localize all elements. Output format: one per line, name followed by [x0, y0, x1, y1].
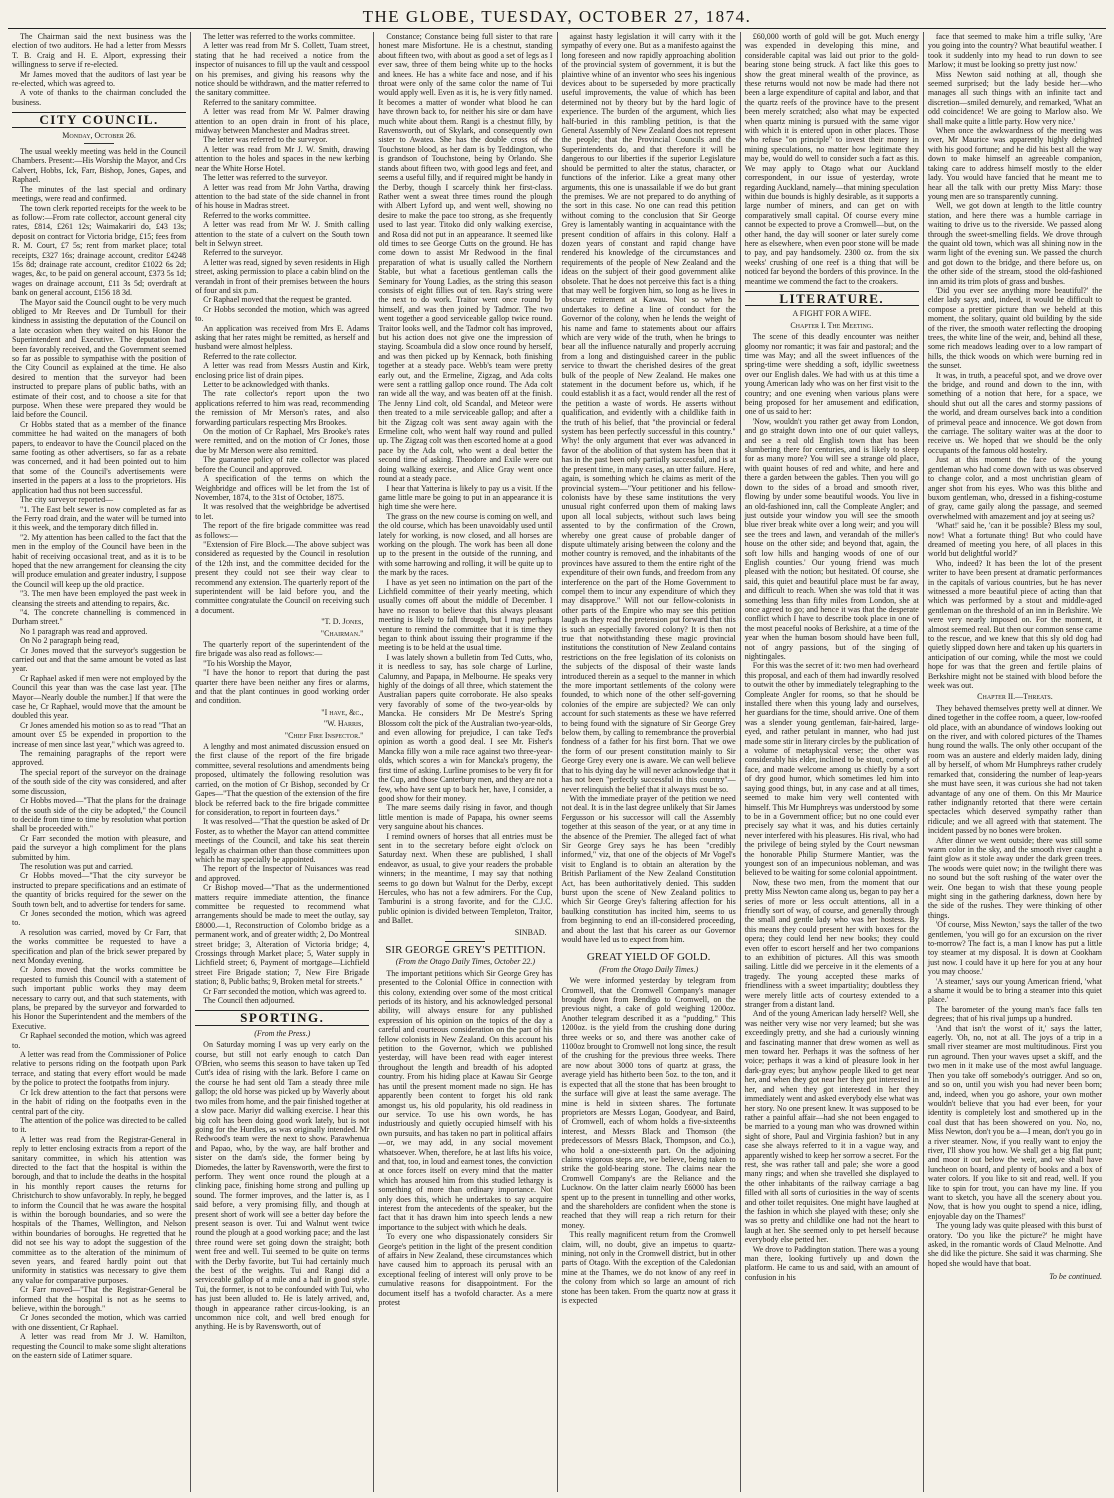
paragraph: The report of the Inspector of Nuisances was read and approved.	[195, 864, 370, 883]
paragraph: Cr Jones seconded the motion, which was carried with one dissentient, Cr Raphael.	[12, 1313, 187, 1332]
paragraph: The attention of the police was directed to be called to it.	[12, 1115, 187, 1135]
paragraph: 'Now, wouldn't you rather get away from London, and go straight down into one of our quiet valleys, and see a real old English town that has been slumbering there for centuries, and is likely to sleep for as many more? You will see a strange old place, with quaint houses of red and white, and here and there a garden between the gables. Then you will go down to the sides of a broad and smooth river, flowing by under some beautiful woods. You live in an old-fashioned inn, call the Compleate Angler; and just outside your window you will see the smooth blue river break white over a long weir; and you will see the trees and lawn, and verandah of the miller's house on the other side; and beyond that, again, the soft low hills and hanging woods of one of our English counties.' Our young friend was much pleased with the notion; but hesitated. Of course, she said, this quiet and beautiful place must be far away, and difficult to reach. When she was told that it was something less than fifty miles from London, she at once agreed to go; and hence it was that the desperate conflict which I have to describe took place in one of the most peaceful nooks of Berkshire, at a time of the year when the human bosom should have been full, not of angry passions, but of the singing of nightingales.	[744, 416, 919, 661]
paragraph: It was, in truth, a peaceful spot, and we drove over the bridge, and round and down to the inn, with something of a notion that here, for a space, we should shut out all the cares and stormy passions of the world, and dream ourselves back into a condition of primeval peace and innocence. We got down from the carriage. The solitary waiter was at the door to receive us. We hoped that we should be the only occupants of the famous old hostelry.	[927, 370, 1103, 455]
signoff-chairman: "Chairman."	[320, 628, 364, 638]
paragraph: I was lately shown a bulletin from Ted Cutts, who, it is needless to say, has sole charge of Lurline, Calumny, and Papapa, in Melbourne. He speaks very highly of the doings of all three, which statement the Australian papers quite corroborate. He also speaks very favorably of some of the two-year-olds by Mancka. He considers Mr De Mestre's Spring Blossom colt the pick of the Australian two-year-olds, and even allowing for prejudice, I can take Ted's opinion as worth a good deal. I see Mr. Fisher's Mancka filly won a mile race against two three-year-olds, which scores a win for Mancka's progeny, the first time of asking. Lurline promises to be very fit for the Cup, and those Canterbury men, and they are not a few, who have sent up to back her, have, I consider, a good show for their money.	[378, 652, 553, 803]
paragraph: And of the young American lady herself? Well, she was neither very wise nor very learned; but she was exceedingly pretty, and she had a curiously winning and fascinating manner that drew women as well as men toward her. Perhaps it was the softness of her voice; perhaps it was a kind of pleasure look in her dark-gray eyes; but anyhow people liked to get near her, and when they got near her they got interested in her, and when they got interested in her they immediately went and asked everybody else what was her story. No one present knew. It was supposed to be rather a painful affair—had she not been engaged to be married to a young man who was drowned within sight of shore, Paul and Virginia fashion? but in any case she always referred to it in a vague way, and apparently wished to keep her sorrow a secret. For the rest, she was rather tall and pale; she wore a good many rings; and when she travelled she displayed to the other inhabitants of the railway carriage a bag filled with all sorts of curiosities in the way of scents and other toilet requisites. One might have laughed at the fashion in which she played with these; only she was so pretty and childlike one had not the heart to laugh at her. She seemed only to pet herself because everybody else petted her.	[744, 1009, 919, 1245]
section-rule	[445, 941, 485, 942]
paragraph: Miss Newton said nothing at all, though she seemed surprised; but the lady beside her—who manages all such things with an infinite tact and discretion—smiled demurely, and remarked, 'What an odd coincidence! We are going to Marlow also. We shall make quite a little party. How very nice.'	[927, 69, 1103, 126]
paragraph: Cr Hobbs stated that as a member of the finance committee he had waited on the managers of both papers, to endeavor to have the Council placed on the same footing as other advertisers, so far as a rebate was concerned, and it had been pointed out to him that some of the Council's advertisements were inserted in the papers at a loss to the proprietors. His application had thus not been successful.	[12, 419, 187, 495]
paragraph: A letter was read from the Registrar-General in reply to letter enclosing extracts from a report of the sanitary committee, in which his attention was directed to the fact that the hospital is within the borough, and that to include the deaths in the hospital in his monthly report causes the returns for Christchurch to show unfavorably. In reply, he begged to inform the Council that he was aware the hospital is within the borough boundaries, and so were the hospitals of the Thames, Wellington, and Nelson within boundaries of boroughs. He regretted that he did not see his way to adopt the suggestion of the committee as to the alteration of the minimum of seven years, and feared hardly point out that uniformity in statistics was necessary to give them any value for comparative purposes.	[12, 1134, 187, 1285]
paragraph: The resolution was put and carried.	[20, 861, 133, 871]
paragraph: Who, indeed? It has been the lot of the present writer to have been present at dramatic performances in the capitals of various countries, but he has never witnessed a more beautiful piece of acting than that which was performed by a stout and middle-aged gentleman on the threshold of an inn in Berkshire. We were very nearly imposed on. For the moment, it almost seemed real. But then our common sense came to the rescue, and we knew that this sly old dog had quietly slipped down here and taken up his quarters in anticipation of our coming, while the most we could hope for was that the green and fertile plains of Berkshire might not be stained with blood before the week was out.	[927, 558, 1103, 691]
column-2	[191, 32, 374, 1492]
paragraph: Cr Bishop moved—"That as the undermentioned matters require immediate attention, the finance committee be requested to recommend what arrangements should be made to meet the outlay, say £8000.—1, Reconstruction of Colombo bridge as a permanent work, and of greater width; 2, Do Montreal street bridge; 3, Alteration of Victoria bridge; 4, Crossings through Market place; 5, Water supply in Lichfield street; 6, Payment of mortgage—Lichfield street Fire Brigade station; 7, New Fire Brigade station; 8, Public baths; 9, Broken metal for streets."	[195, 883, 370, 987]
chapter-2-caption: Chapter II.—Threats.	[977, 692, 1053, 702]
paragraph: For this was the secret of it: two men had overheard this proposal, and each of them had inwardly resolved to outwit the other by immediately telegraphing to the Compleate Angler for rooms, so that he should be installed there when this young lady and ourselves, her guardians for the time, should arrive. One of them was a slender young gentleman, fair-haired, large-eyed, and rather petulant in manner, who had just made some stir in literary circles by the publication of a volume of metaphysical verse; the other was considerably his elder, inclined to be stout, comely of face, and made welcome among us chiefly by a sort of dry good humor, which sometimes led him into saying good things, but, in any case and at all times, seemed to make him very well contented with himself. This Mr Humphreys was understood by some to be in a Government office; but no one could ever precisely say what it was, and his duties certainly never interfered with his pleasures. His rival, who had the privilege of being styled by the Court newsman the honorable Philip Sturmere Mantier, was the youngest son of an impecunious nobleman, and was believed to be waiting for some colonial appointment.	[744, 661, 919, 878]
paragraph: "2. My attention has been called to the fact that the men in the employ of the Council have been in the habit of receiving occasional treat, and as it is to be hoped that the new arrangement for cleansing the city will produce emulation and greater industry, I suppose the Council will keep up the old practice.	[12, 532, 187, 589]
paragraph: The town clerk reported receipts for the week to be as follow:—From rate collector, account general city rates, £814, £261 12s; Waimakariri do, £43 13s; deposit on contract for Victoria bridge, £15; fees from R. M. Court, £7 5s; rent from market place; total receipts, £327 16s; drainage account, creditor £4248 15s 8d; drainage rate account, creditor £1022 6s 2d; wages, &c, to be paid on general account, £373 5s 1d; wages on drainage account, £11 3s 5d; overdraft at bank on general account, £156 18 3d.	[12, 203, 187, 298]
council-body-part2	[195, 640, 369, 706]
chapter-2-body	[928, 704, 1102, 1268]
gold-body	[562, 976, 736, 1305]
city-council-heading: CITY COUNCIL.	[12, 112, 186, 127]
paragraph: £60,000 worth of gold will be got. Much energy was expended in developing this mine, and considerable capital was laid out prior to the gold-bearing stone being struck. A fact like this goes to show the great mineral wealth of the province, as these returns would not now be made had there not been a large expenditure of capital and labor, and that the quartz reefs of the province have to the present been merely scratched; also what may be expected when quartz mining is pursued with the same vigor with which it is entered upon in other places. Those who refuse "on principle" to invest their money in mining speculations, no matter how legitimate they may be, would do well to consider such a fact as this. We may apply to Otago what our Auckland correspondent, in our issue of yesterday, wrote regarding Auckland, namely—that mining speculation within due bounds is highly desirable, as it supports a large number of miners, and can get on with comparatively small capital. Of course every mine cannot be expected to prove a Cromwell—but, on the other hand, the day will sooner or later surely come here as elsewhere, when even poor stone will be made to pay, and pay handsomely. 2300 oz. from the six weeks' crushing of one reef is a thing that will be noticed far beyond the borders of this province. In the meantime we commend the fact to the croakers.	[744, 32, 919, 286]
paragraph: A letter was read from Mr J. W. Smith, drawing attention to the holes and spaces in the new kerbing near the White Horse Hotel.	[195, 144, 370, 173]
grey-petition-heading: SIR GEORGE GREY'S PETITION.	[385, 944, 546, 956]
paragraph: They behaved themselves pretty well at dinner. We dined together in the coffee room, a queer, low-roofed old place, with an abundance of windows looking out on the river, and with colored pictures of the Thames hung round the walls. The only other occupant of the room was an austere and elderly maiden lady, dining all by herself, of whom Mr Humphreys rather crudely remarked that, considering the number of leap-years she must have seen, it was curious she had not taken advantage of any one of them. On this Mr Maurice rather indignantly retorted that there were certain spectacles which deserved sympathy rather than ridicule; and we all agreed with that statement. The incident passed by no bones were broken.	[927, 703, 1103, 836]
paragraph: The quarterly report of the superintendent of the fire brigade was also read as follows:—	[195, 640, 370, 659]
paragraph: A letter was read from Mr J. W. Hamilton, requesting the Council to make some slight alterations on the eastern side of Latimer square.	[12, 1332, 187, 1361]
paragraph: 'Of course, Miss Newton,' says the taller of the two gentlemen, 'you will go for an excursion on the river to-morrow? The fact is, a man I know has put a little toy steamer at my disposal. It is down at Cookham just now. I could have it up here for you at any hour you may choose.'	[927, 920, 1103, 977]
paragraph: The Mayor said the Council ought to be very much obliged to Mr Reeves and Dr Turnbull for their kindness in assisting the deputation of the Council on a late occasion when they waited on his Honor the Superintendent and Executive. The deputation had been favorably received, and the Government seemed so far as possible to sympathise with the position of the City Council as explained at the time. He also desired to mention that the surveyor had been instructed to prepare plans of public baths, with an estimate of their cost, and to choose a site for that purpose. When these were prepared they would be laid before the Council.	[12, 297, 187, 420]
paragraph: Cr Farr seconded the motion, which was agreed to.	[203, 986, 367, 996]
paragraph: A lengthy and most animated discussion ensued on the first clause of the report of the fire brigade committee, several resolutions and amendments being proposed, ultimately the following resolution was carried, on the motion of Cr Bishop, seconded by Cr Gapes—"That the question of the extension of the fire block be referred back to the fire brigade committee for consideration, to report in fourteen days."	[195, 742, 370, 817]
paragraph: The usual weekly meeting was held in the Council Chambers. Present:—His Worship the Mayor, and Crs Calvert, Hobbs, Ick, Farr, Bishop, Jones, Gapes, and Raphael.	[12, 147, 187, 185]
paragraph: Letter to be acknowledged with thanks.	[203, 380, 330, 390]
col1-intro	[12, 32, 186, 107]
paragraph: We drove to Paddington station. There was a young man there, looking furtively up and down the platform. He came to us and said, with an amount of confusion in his	[744, 1244, 919, 1282]
gold-body-cont	[745, 32, 919, 286]
chapter-1-caption: Chapter I. The Meeting.	[790, 320, 874, 330]
paragraph: Cr Hobbs moved—"That the plans for the drainage of the south side of the city be adopted," the Council to decide from time to time by resolution what portion shall be proceeded with."	[12, 796, 187, 834]
paragraph: The important petitions which Sir George Grey has presented to the Colonial Office in connection with this colony, extending over some of the most critical periods of its history, and his acknowledged personal ability, will always ensure for any published expression of his opinion on the topics of the day a careful and courteous consideration on the part of his fellow colonists in New Zealand. On this account his petition to the Governor, which we published yesterday, will have been read with eager interest throughout the length and breadth of his adopted country. From his hiding place at Kawau Sir George has until the present moment made no sign. He has apparently been content to forget his old rank amongst us, his old popularity, his old readiness in our service. To use his own words, he has industriously and quietly occupied himself with his own pursuits, and has taken no part in political affairs—or, we may add, in any social movement whatsoever. When, therefore, he at last lifts his voice, and that, too, in loud and earnest tones, the conviction at once forces itself on every mind that the matter which has aroused him from this studied lethargy is something of more than ordinary importance. Not only does this, which he undertakes to say acquire interest from the antecedents of the speaker, but the fact that it has drawn him into speech lends a new importance to the subject with which he deals.	[378, 968, 553, 1232]
gold-source: (From the Otago Daily Times.)	[599, 964, 699, 974]
column-6	[924, 32, 1106, 1492]
paragraph: "Extension of Fire Block.—The above subject was considered as requested by the Council in resolution of the 12th inst, and the committee decided for the present they could not see their way clear to recommend any extension. The quarterly report of the superintendent will be laid before you, and the committee congratulate the Council on receiving such a document.	[195, 539, 370, 615]
paragraph: The barometer of the young man's face falls ten degrees; that of his rival jumps up a hundred.	[927, 1004, 1103, 1024]
column-4	[558, 32, 741, 1492]
signoff-harris: "W. Harris,	[323, 719, 364, 729]
paragraph: "To his Worship the Mayor,	[203, 658, 292, 668]
paragraph: This really magnificent return from the Cromwell claim, will, no doubt, give an impetus to quartz-mining, not only in the Cromwell district, but in other parts of Otago. With the exception of the Caledonian mine at the Thames, we do not know of any reef in the colony from which so large an amount of rich stone has been taken. From the quartz now at grass it is expected	[561, 1230, 736, 1306]
paragraph: The Council then adjourned.	[203, 996, 295, 1006]
paragraph: Referred to the rate collector.	[203, 351, 297, 361]
paragraph: When once the awkwardness of the meeting was over, Mr Maurice was apparently highly delighted with his good fortune; and he did his best all the way down to make himself an agreeable companion, taking care to address himself mostly to the elder lady. You would have fancied that he meant me to hear all the talk with our pretty Miss Mary: those young men are so transparently cunning.	[927, 126, 1103, 201]
paragraph: A letter was read from Mr S. Collett, Tuam street, stating that he had received a notice from the inspector of nuisances to fill up the vault and cesspool on his premises, and giving his reasons why the notice should be withdrawn, and the matter referred to the sanitary committee.	[195, 41, 370, 98]
paragraph: The mare seems daily rising in favor, and though little mention is made of Papapa, his owner seems very sanguine about his chances.	[378, 803, 553, 832]
paragraph: Just at this moment the face of the young gentleman who had come down with us was observed to change color, and a most unchristian gleam of anger shot from his eyes. Who was this blithe and buxom gentleman, who, dressed in a fishing-costume of gray, came gaily along the passage, and seemed overwhelmed with amazement and joy at seeing us?	[927, 455, 1103, 521]
paragraph: Referred to the sanitary committee.	[203, 97, 317, 107]
paragraph: Cr Jones amended his motion so as to read "That an amount over £5 be expended in proportion to the increase of men since last year," which was agreed to.	[12, 720, 187, 749]
paragraph: It was resolved—"That the question be asked of Dr Foster, as to whether the Mayor can attend committee meetings of the Council, and take his seat therein legally as chairman other than those committees upon which he may specially be appointed.	[195, 817, 370, 864]
paragraph: The special report of the surveyor on the drainage of the south side of the city was considered, and after some discussion,	[12, 767, 187, 796]
paragraph: A letter was read from Messrs Austin and Kirk, enclosing price list of drain pipes.	[195, 361, 370, 380]
council-body-part3	[195, 742, 369, 1005]
columns	[8, 32, 1106, 1492]
paragraph: The Chairman said the next business was the election of two auditors. He had a letter from Messrs T. B. Craig and H. E. Alport, expressing their willingness to serve if re-elected.	[12, 32, 187, 70]
council-body-part1	[195, 32, 369, 615]
paragraph: On Saturday morning I was up very early on the course, but still not early enough to catch Dan O'Brien, who seems this season to have taken up Ted Cutt's idea of rising with the lark. Before I came on the course he had sent old Tam a steady three mile gallop; the old horse was picked up by Waverly about two miles from home, and the pair finished together at a slow pace. Mariyr did walking exercise. I hear this big colt has been doing good work lately, but is not going for the Hurdles, as was originally intended. Mr Redwood's team were the next to show. Parawhenua and Papao, who, by the way, are half brother and sister on the dam's side, the former being by Diomedes, the latter by Ravensworth, were the first to perform. They went once round the plough at a clinking pace, finishing home strong and pulling up sound. The former improves, and the latter is, as I said before, a very promising filly, and though at present short of work will see a better day before the present season is over. Tui and Walnut went twice round the plough at a good working pace; and the last three round were set going down the straight; both went free and well. Tui seemed to be quite on terms with the Derby favorite, but Tui had certainly much the best of the weights. Tui and Rangi did a serviceable gallop of a mile and a half in good style. Tui, the former, is not to be confounded with Tui, who has just been alluded to. He is lately arrived, and, though in appearance rather circus-looking, is an uncommon nice colt, and well bred enough for anything. He is by Ravensworth, out of	[195, 1040, 370, 1332]
paragraph: The scene of this deadly encounter was neither gloomy nor romantic; it was fair and pastoral; and the time was May; and all the sweet influences of the spring-time were shedding a soft, idyllic sweetness over our English dales. We had with us at this time a young American lady who was on her first visit to the country; and one evening when various plans were being proposed for her amusement and edification, one of us said to her:	[744, 332, 919, 417]
paragraph: The letter was referred to the surveyor.	[203, 173, 328, 183]
paragraph: "1. The East belt sewer is now completed as far as the Ferry road drain, and the water will be turned into it this week, and the temporary ditch filled in.	[12, 504, 187, 533]
chapter-1-body-cont	[928, 32, 1102, 690]
paragraph: A letter was read from Mr W. J. Smith calling attention to the state of a culvert on the South town belt in Selwyn street.	[195, 220, 370, 248]
paragraph: Cr Hobbs moved—"That the city surveyor be instructed to prepare specifications and an estimate of the quantity of bricks required for the sewer on the South town belt, and to advertise for tenders for same.	[12, 871, 187, 909]
paragraph: I have as yet seen no intimation on the part of the Lichfield committee of their yearly meeting, which usually comes off about the middle of December. I have no reason to believe that this always pleasant meeting is likely to fall through, but I may perhaps venture to remind the committee that it is time they began to think about issuing their programme if the meeting is to be held at the usual time.	[378, 577, 553, 653]
paragraph: "4. The concrete channelling is commenced in Durham street."	[12, 607, 187, 627]
paragraph: On the motion of Cr Raphael, Mrs Brooke's rates were remitted, and on the motion of Cr Jones, those due by Mr Merson were also remitted.	[195, 427, 370, 455]
paragraph: I hear that Yatterina is likely to pay us a visit. If the game little mare be going to put in an appearance it is high time she were here.	[378, 483, 553, 512]
paragraph: Referred to the works committee.	[203, 210, 311, 220]
paragraph: I remind owners of horses that all entries must be sent in to the secretary before eight o'clock on Saturday next. When these are published, I shall endeavor, as usual, to give your readers the probable winners; in the meantime, I may say that nothing seems to go down but Walnut for the Derby, except Hercules, who has not a few admirers. For the Cup, Tamburini is a strong favorite, and for the C.J.C. public opinion is divided between Templeton, Traitor, and Ballet.	[378, 831, 553, 926]
sporting-body	[195, 1040, 369, 1332]
paragraph: Now, these two men, from the moment that our pretty Miss Newton came along us, began to pay her a series of more or less occult attentions, all in a friendly sort of way, of course, and generally through the small and gentle lady who was her hostess. By this means they could present her with boxes for the opera; they could lend her new books; they could even offer to escort herself and her two companions to an exhibition of pictures. All this was smooth sailing. Little did we perceive in it the elements of a tragedy. The young accepted these marks of friendliness with a sweet impartiality; doubtless they were merely little acts of courtesy extended to a stranger from a distant land.	[744, 877, 919, 1010]
chapter-1-body	[745, 332, 919, 1282]
paragraph: The letter was referred to the works committee.	[203, 32, 356, 41]
paragraph: A letter was read from Mr John Vartha, drawing attention to the bad state of the side channel in front of his house in Madras street.	[195, 182, 370, 211]
paragraph: against hasty legislation it will carry with it the sympathy of every one. But as a manifesto against the long foreseen and now rapidly approaching abolition of the provincial system of government, it is but the plaintive whine of an inventor who sees his ingenious devices about to be superseded by more practically useful improvements, the value of which has been determined not by theory but by the hard logic of experience. The burden of the argument, which lies half-buried in this rambling petition, is that the General Assembly of New Zealand does not represent the people; that the Provincial Councils and the Superintendents do, and that therefore it will be dangerous to our liberties if the superior Legislature should be permitted to alter the status, character, or functions of the inferior. Like a great many other arguments, this one is unassailable if we do but grant the premises. We are not prepared to do anything of the sort in this case. No one can read this petition without coming to the conclusion that Sir George Grey is lamentably wanting in acquaintance with the present condition of affairs in this colony. Half a dozen years of constant and rapid change have rendered his knowledge of the circumstances and requirements of the people of New Zealand and the ideas on the subject of their good government alike obsolete. That he does not perceive this fact is a thing that may well be forgiven him, so long as he lives in obscure retirement at Kawau. Not so when he undertakes to define a line of conduct for the Governor of the colony, when he lends the weight of his name and fame to statements about our affairs which are very wide of the truth, when he brings to bear all the influence naturally and properly accruing from a long and distinguished career in the public service to thwart the cherished desires of the great bulk of the people of New Zealand. He makes one statement in the document before us, which, if he could establish it as a fact, would render all the rest of the petition a waste of words. He asserts without qualification, and evidently with a childlike faith in the truth of his belief, that "the provincial or federal system has been perfectly successful in this country." Why! the only argument that ever was advanced in favor of the abolition of that system has been that it has in the past been only partially successful, and is at the present time, in many cases, an utter failure. Here, again, is something which he claims as merit of the provincial system—"Your petitioner and his fellow-colonists have by these same institutions the very unusual right conferred upon them of making laws upon all local subjects, without such laws being assented to by the confirmation of the Crown, whereby one great cause of probable danger of dispute ultimately arising between the colony and the mother country is removed, and the inhabitants of the provinces have assured to them the entire right of the expenditure of their own funds, and freedom from any interference on the part of the Home Government to compel them to incur any expenditure of which they may disapprove." Will not our fellow-colonists in other parts of the Empire who may see this petition laugh as they read the pretension put forward that this is such an especially favored colony? It is then not true that notwithstanding these magic provincial institutions the constitution of New Zealand contains restrictions on the free legislation of its colonists on the subjects of the disposal of their waste lands introduced therein as a sequel to the manner in which the more important settlements of the colony were founded, to which none of the other self-governing colonies of the empire are subjected? We can only account for such statements as these we have referred to being found with the signature of Sir George Grey below them, by calling to remembrance the proverbial fondness of a father for his first born. That we owe the form of our present constitution mainly to Sir George Grey every one is aware. We can well believe that to his dying day he will never acknowledge that it has not been "perfectly successful in this country"—never relinquish the belief that it always must be so.	[561, 32, 736, 794]
section-rule-2	[629, 948, 669, 949]
paragraph: The rate collector's report upon the two applications referred to him was read, recommending the remission of Mr Merson's rates, and also forwarding particulars respecting Mrs Brookes.	[195, 389, 370, 427]
paragraph: 'A steamer,' says our young American friend, 'what a shame it would be to bring a steamer into this quiet place.'	[927, 976, 1103, 1005]
paragraph: A letter was read, signed by seven residents in High street, asking permission to place a cabin blind on the verandah in front of their premises between the hours of four and six p.m.	[195, 257, 370, 295]
column-5	[741, 32, 924, 1492]
signoff-inspector: "Chief Fire Inspector."	[284, 730, 364, 740]
paragraph: A resolution was carried, moved by Cr Farr, that the works committee be requested to have a specification and plan of the brick sewer prepared by next Monday evening.	[12, 927, 187, 965]
paragraph: Mr James moved that the auditors of last year be re-elected, which was agreed to.	[12, 69, 187, 89]
paragraph: Cr Farr moved—"That the Registrar-General be informed that the hospital is not as he seems to believe, within the borough."	[12, 1285, 187, 1314]
paragraph: Cr Hobbs seconded the motion, which was agreed to.	[195, 304, 370, 324]
paragraph: A letter was read from the Commissioner of Police relative to persons riding on the footpath upon Park terrace, and stating that every effort would be made by the police to protect the footpaths from injury.	[12, 1050, 187, 1088]
paragraph: An application was received from Mrs E. Adams asking that her rates might be remitted, as herself and husband were almost helpless.	[195, 323, 370, 352]
sporting-body-cont	[378, 32, 552, 926]
paragraph: Cr Raphael asked if men were not employed by the Council this year than was the case last year. [The Mayor—Nearly double the number.] If that were the case he, Cr Raphael, would move that the amount be doubled this year.	[12, 673, 187, 721]
gold-heading: GREAT YIELD OF GOLD.	[586, 951, 711, 964]
paragraph: The grass on the new course is coming on well, and the old course, which has been unavoidably used until lately for working, is now closed, and all horses are working on the plough. The work has been all done up to the present in the outside of the running, and with some harrowing and rolling, it will be quite up to the mark by the races.	[378, 511, 553, 578]
paragraph: The remaining paragraphs of the report were approved.	[12, 749, 187, 768]
paragraph: Cr Raphael moved that the request be granted.	[203, 295, 352, 305]
city-council-body	[12, 147, 186, 1360]
paragraph: Cr Jones moved that the works committee be requested to furnish this Council with a statement of such important public works they may deem necessary to carry out, and that such statements, with plans, be prepared by the surveyor and forwarded to his Honor the Superintendent and the members of the Executive.	[12, 965, 187, 1031]
paragraph: The report of the fire brigade committee was read as follows:—	[195, 521, 370, 540]
dateline-divider	[84, 143, 114, 144]
grey-petition-body-cont	[562, 32, 736, 944]
paragraph: Cr Jones seconded the motion, which was agreed to.	[12, 908, 187, 928]
grey-petition-source: (From the Otago Daily Times, October 22.)	[395, 957, 536, 967]
paragraph: "I have the honor to report that during the past quarter there have been neither any fires or alarms, and that the plant continues in good working order and condition.	[195, 668, 370, 706]
paragraph: With the immediate prayer of the petition we need not deal. It is in the last degree unlikely that Sir James Fergusson or his successor will call the Assembly together at this season of the year, or at any time in the absence of the Premier. The alleged fact of what Sir George Grey says he has been "credibly informed," viz, that one of the objects of Mr Vogel's visit to England is to obtain an alteration by the British Parliament of the New Zealand Constitution Act, has been authoritatively denied. This sudden burst upon the scene of New Zealand politics to which Sir George Grey's faltering affection for his baulking constitution has incited him, seems to us from beginning to end an ill-considered proceeding, and about the last that his career as our Governor would have led us to expect from him.	[561, 793, 736, 944]
paragraph: To every one who dispassionately considers Sir George's petition in the light of the present condition of affairs in New Zealand, these circumstances which have caused him to approach its perusal with an exceptional feeling of interest will only prove to be cumulative reasons for disappointment. For the document itself has a twofold character. As a mere protest	[378, 1232, 553, 1308]
paragraph: "3. The men have been employed the past week in cleansing the streets and attending to repairs, &c.	[12, 589, 187, 608]
masthead: THE GLOBE, TUESDAY, OCTOBER 27, 1874.	[8, 6, 1106, 29]
paragraph: 'Did you ever see anything more beautiful?' the elder lady says; and, indeed, it would be difficult to compose a prettier picture than we beheld at this moment, the solitary, quaint old building by the side of the river, the smooth water reflecting the drooping trees, the white line of the weir, and, behind all these, some rich meadows leading over to a low rampart of hills, the thick woods on which were burning red in the sunset.	[927, 285, 1103, 371]
paragraph: Cr Farr seconded the motion with pleasure, and paid the surveyor a high compliment for the plans submitted by him.	[12, 833, 187, 862]
column-3	[374, 32, 557, 1492]
sporting-source: (From the Press.)	[254, 1028, 311, 1038]
signoff-have: "I have, &c.,	[321, 707, 364, 717]
grey-petition-body	[378, 969, 552, 1308]
paragraph: After dinner we went outside; there was still some warm color in the sky, and the smooth river caught a faint glow as it stole away under the dark green trees. The woods were quiet now; in the twilight there was no sound but the soft rushing of the water over the weir. One began to wish that these young people might sing in the gathering darkness, down here by the side of the rushes. They were thinking of other things.	[927, 835, 1103, 920]
city-council-dateline: Monday, October 26.	[62, 130, 136, 140]
paragraph: Referred to the surveyor.	[203, 248, 283, 258]
paragraph: Cr Jones moved that the surveyor's suggestion be carried out and that the same amount be voted as last year.	[12, 645, 187, 674]
paragraph: A letter was read from Mr W. Palmer drawing attention to an open drain in front of his place, midway between Manchester and Madras street.	[195, 107, 370, 136]
paragraph: On No 2 paragraph being read,	[20, 636, 120, 646]
signoff-jones: "T. D. Jones,	[321, 617, 364, 627]
paragraph: No 1 paragraph was read and approved.	[20, 626, 148, 636]
paragraph: The guarantee policy of rate collector was placed before the Council and approved.	[195, 455, 370, 474]
sporting-signature: SINBAD.	[514, 927, 547, 937]
paragraph: The young lady was quite pleased with this burst of oratory. 'Do you like the picture?' he might have asked, in the romantic words of Claud Melnotte. And she did like the picture. She said it was charming. She hoped she would have that boat.	[927, 1221, 1103, 1268]
paragraph: The city surveyor reported—	[20, 495, 114, 505]
paragraph: It was resolved that the weighbridge be advertised to let.	[195, 502, 370, 521]
paragraph: Constance; Constance being full sister to that rare honest mare Misfortune. He is a chestnut, standing about fifteen two, with about as good a set of legs as I ever saw, three of them being white up to the hocks and knees. He has a white face and nose, and if his throat were only of the same color the name of Tui would apply well. Even as it is, he is very fitly named. It becomes a matter of wonder what blood he can have thrown back to, for neither his sire or dam have much white about them. Rangi is a chestnut filly, by Ravensworth, out of Skylark, and consequently own sister to Awatea. She has the double cross of the Touchstone blood, as her dam is by Teddington, who is grandson of Touchstone, being by Orlando. She stands about fifteen two, with good legs and feet, and seems a useful filly, and if required might be handy in the Derby, though I scarcely think her first-class. Rather went a sweat three times round the plough with Albert Lyford up, and went well, showing no desire to make the pace too strong, as she frequently used to last year. Titoko did only walking exercise, and Rosa did not put in an appearance. It seemed like old times to see George Cutts on the ground. He has come down to assist Mr Redwood in the final preparation of what is usually called the Northern Stable, but what a facetious gentleman calls the Seminary for Young Ladies, as the string this season consists of eight fillies out of ten. Ray's string were the next to do work. Traitor went once round by himself, and was then joined by Tadmor. The two went together a good serviceable gallop twice round. Traitor looks well, and the Tadmor colt has improved, but his action does not give one the impression of staying. Scoambula did a slow once round by herself, and was then picked up by Kennack, both finishing together at a steady pace. Webb's team were pretty early out, and the Ermeline, Zigzag, and Ada colts were sent a rattling gallop once round. The Ada colt ran wide all the way, and was beaten off at the finish. The Jenny Lind colt, old Scandal, and Meteor were then treated to a mile serviceable gallop; and after a bit the Zigzag colt was sent away again with the Ermeline colt, who went half way round and pulled up. The Zigzag colt was then escorted home at a good pace by the Ada colt, who went a deal better the second time of asking. Theodore and Exile were out doing walking exercise, and Alice Gray went once round at a steady pace.	[378, 32, 553, 484]
paragraph: face that seemed to make him a trifle sulky, 'Are you going into the country? What beautiful weather. I took it suddenly into my head to run down to see Marlow; it must be looking so pretty just now.'	[927, 32, 1103, 70]
to-be-continued: To be continued.	[1049, 1272, 1103, 1282]
story-title: A FIGHT FOR A WIFE.	[792, 309, 872, 319]
literature-heading: LITERATURE.	[745, 291, 919, 306]
column-1	[8, 32, 191, 1492]
paragraph: 'What!' said he, 'can it be possible? Bless my soul, now! What a fortunate thing! But who could have dreamed of meeting you here, of all places in this world but delightful world?'	[927, 521, 1103, 559]
paragraph: The letter was referred to the surveyor.	[203, 135, 328, 145]
paragraph: Cr Ick drew attention to the fact that persons were in the habit of riding on the footpaths even in the central part of the city.	[12, 1087, 187, 1116]
paragraph: The minutes of the last special and ordinary meetings, were read and confirmed.	[12, 184, 187, 204]
paragraph: Cr Raphael seconded the motion, which was agreed to.	[12, 1031, 187, 1050]
paragraph: Well, we got down at length to the little country station, and here there was a humble carriage in waiting to drive us to the riverside. We passed along through the sweet-smelling fields. We drove through the quaint old town, which was all shining now in the warm light of the evening sun. We passed the church and got down to the bridge, and there before us, on the other side of the stream, stood the old-fashioned inn amid its trim plots of grass and bushes.	[927, 201, 1103, 286]
paragraph: A specification of the terms on which the Weighbridge and offices will be let from the 1st of November, 1874, to the 31st of October, 1875.	[195, 474, 370, 502]
paragraph: A vote of thanks to the chairman concluded the business.	[12, 88, 187, 107]
paragraph: We were informed yesterday by telegram from Cromwell, that the Cromwell Company's manager brought down from Bendigo to Cromwell, on the previous night, a cake of gold weighing 1200oz. Another telegram described it as a "pudding." This 1200oz. is the yield from the crushing done during three weeks or so, and there was another cake of 1100oz brought to Cromwell not long since, the result of the crushing for the previous three weeks. There are now about 3000 tons of quartz at grass, the average yield has hitherto been 5oz. to the ton, and it is expected that all the stone that has been brought to the surface will give at least the same average. The mine is held in sixteen shares. The fortunate proprietors are Messrs Logan, Goodyear, and Baird, of Cromwell, each of whom holds a five-sixteenths interest, and Messrs Black and Thomson (the predecessors of Messrs Black, Thompson, and Co.), who hold a one-sixteenth part. On the adjoining claims vigorous steps are, we believe, being taken to strike the gold-bearing stone. The claims near the Cromwell Company's are the Reliance and the Lucknow. On the latter claim nearly £6000 has been spent up to the present in tunnelling and other works, and the shareholders are confident when the stone is reached that they will reap a rich return for their money.	[561, 976, 736, 1230]
sporting-heading: SPORTING.	[195, 1010, 369, 1025]
paragraph: 'And that isn't the worst of it,' says the latter, eagerly. 'Oh, no, not at all. The joys of a trip in a small river steamer are most multitudinous. First you run aground. Then your waves upset a skiff, and the two men in it make use of the most awful language. Then you take off somebody's outrigger. And so on, and so on, until you wish you had never been born; and, indeed, when you go ashore, your own mother wouldn't believe that you had ever been, for your identity is completely lost and smothered up in the coal dust that has been showered on you. No, no, Miss Newton, don't you be a—I mean, don't you go in a river steamer. Now, if you really want to enjoy the river, I'll show you how. We shall get a big flat punt; and moor it out below the weir, and we shall have luncheon on board, and plenty of books and a box of water colors. If you like to sit and read, well. If you like to spin for trout, you can have my line. If you want to sketch, you have all the scenery about you. Now, that is how you ought to spend a nice, idling, enjoyable day on the Thames!'	[927, 1023, 1103, 1221]
